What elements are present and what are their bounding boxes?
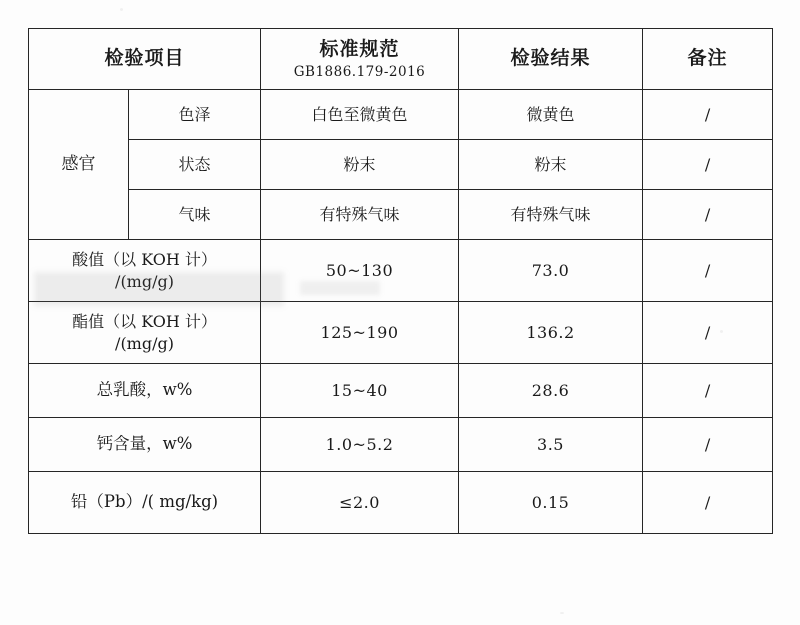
row-remark-acid-value: / [643,240,773,302]
header-spec [261,29,459,90]
table-row [29,90,773,140]
row-spec-color: 白色至微黄色 [261,90,459,140]
table-row [29,240,773,302]
row-result-acid-value: 73.0 [459,240,643,302]
row-remark-ester-value: / [643,302,773,364]
row-spec-odor: 有特殊气味 [261,190,459,240]
row-subitem-odor: 气味 [129,190,261,240]
row-remark-total-lactic-acid: / [643,364,773,418]
inspection-report-table [28,28,773,534]
row-subitem-color: 色泽 [129,90,261,140]
row-result-odor: 有特殊气味 [459,190,643,240]
header-spec-standard-code: GB1886.179-2016 [293,64,426,81]
row-result-total-lactic-acid: 28.6 [459,364,643,418]
row-item-ester-value-line2: /(mg/g) [115,333,174,353]
row-remark-calcium-content: / [643,418,773,472]
scan-speckle [560,612,564,614]
row-spec-state: 粉末 [261,140,459,190]
table-row [29,418,773,472]
scan-speckle [120,8,123,11]
row-spec-ester-value: 125~190 [261,302,459,364]
row-item-lead: 铅（Pb）/( mg/kg) [29,472,261,534]
row-result-calcium-content: 3.5 [459,418,643,472]
table-row [29,190,773,240]
row-spec-lead: ≤2.0 [261,472,459,534]
row-spec-acid-value: 50~130 [261,240,459,302]
row-item-acid-value [29,240,261,302]
row-item-ester-value-line1: 酯值（以 KOH 计） [72,311,217,331]
row-spec-total-lactic-acid: 15~40 [261,364,459,418]
header-result: 检验结果 [459,29,643,90]
header-spec-main: 标准规范 [319,37,400,60]
sense-group-label: 感官 [29,90,129,240]
row-item-acid-value-line1: 酸值（以 KOH 计） [72,249,217,269]
row-result-state: 粉末 [459,140,643,190]
row-item-acid-value-line2: /(mg/g) [115,271,174,291]
row-remark-color: / [643,90,773,140]
row-result-ester-value: 136.2 [459,302,643,364]
row-item-ester-value [29,302,261,364]
row-subitem-state: 状态 [129,140,261,190]
header-item: 检验项目 [29,29,261,90]
row-remark-state: / [643,140,773,190]
row-result-lead: 0.15 [459,472,643,534]
table-header-row [29,29,773,90]
row-item-total-lactic-acid: 总乳酸，w% [29,364,261,418]
row-spec-calcium-content: 1.0~5.2 [261,418,459,472]
row-item-calcium-content: 钙含量，w% [29,418,261,472]
row-remark-lead: / [643,472,773,534]
table-row [29,302,773,364]
table-row [29,364,773,418]
header-remark: 备注 [643,29,773,90]
row-remark-odor: / [643,190,773,240]
row-result-color: 微黄色 [459,90,643,140]
table-row [29,140,773,190]
table-row [29,472,773,534]
